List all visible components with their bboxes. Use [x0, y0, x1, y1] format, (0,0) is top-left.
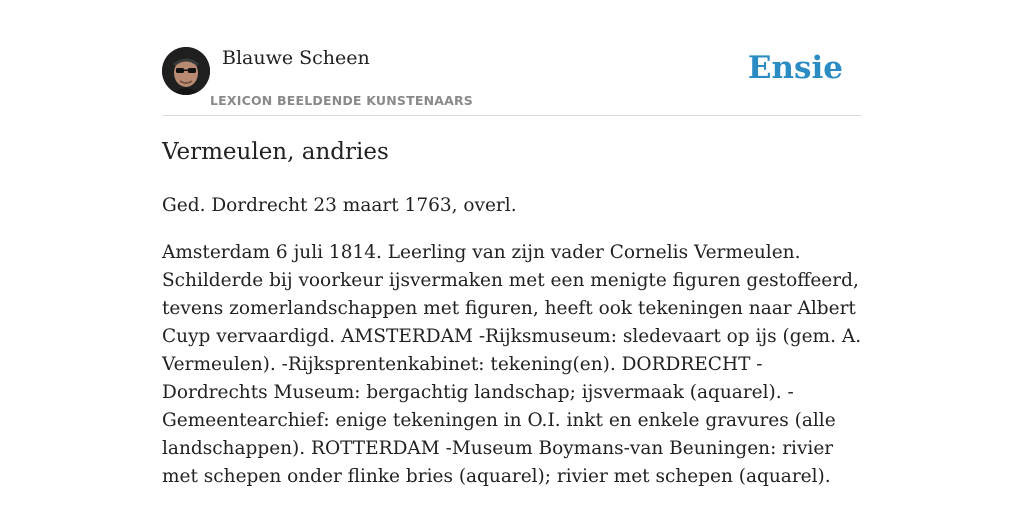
article-paragraph: Amsterdam 6 juli 1814. Leerling van zijn vader Cornelis Vermeulen. Schilderde bij voorkeur ijsvermaken met een menigte figuren gestoffeerd, tevens zomerlandschappen met figuren, heeft ook tekeningen naar Albert Cuyp vervaardigd. AMSTERDAM -Rijksmuseum: sledevaart op ijs (gem. A. Vermeulen). -Rijksprentenkabinet: tekening(en). DORDRECHT -Dordrechts Museum: bergachtig landschap; ijsvermaak (aquarel). -Gemeentearchief: enige tekeningen in O.I. inkt en enkele gravures (alle landschappen). ROTTERDAM -Museum Boymans-van Beuningen: rivier met schepen onder flinke bries (aquarel); rivier met schepen (aquarel). — [162, 242, 862, 487]
category-label[interactable]: LEXICON BEELDENDE KUNSTENAARS — [210, 93, 474, 108]
ensie-logo[interactable]: Ensie — [747, 50, 843, 86]
author-name[interactable]: Blauwe Scheen — [222, 47, 370, 69]
author-avatar[interactable] — [162, 47, 210, 95]
article-paragraph: Ged. Dordrecht 23 maart 1763, overl. — [162, 195, 517, 216]
page-title: Vermeulen, andries — [162, 139, 389, 165]
page-header — [162, 46, 862, 116]
